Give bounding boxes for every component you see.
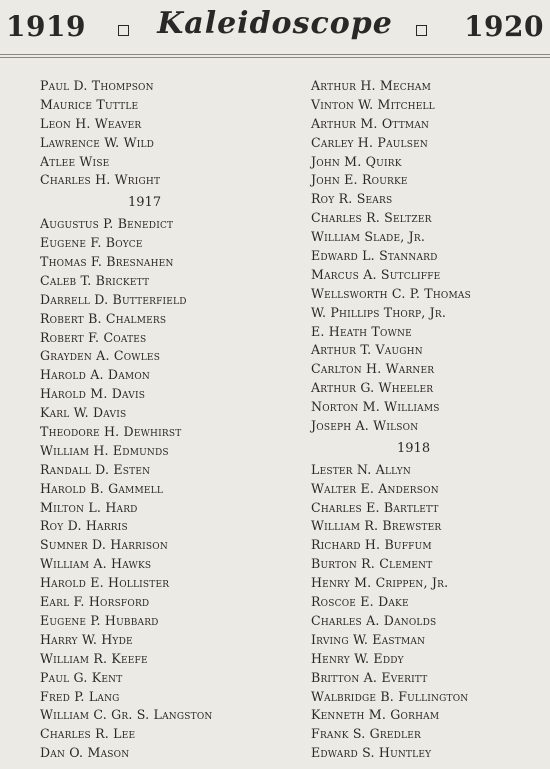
year-right: 1920 bbox=[464, 10, 544, 43]
name-entry: Britton A. Everitt bbox=[311, 669, 428, 685]
square-ornament-icon bbox=[416, 25, 427, 36]
name-entry: Randall D. Esten bbox=[40, 461, 151, 477]
name-entry: William H. Edmunds bbox=[40, 442, 169, 458]
name-entry: Fred P. Lang bbox=[40, 688, 120, 704]
name-entry: Harold M. Davis bbox=[40, 386, 146, 402]
name-entry: Irving W. Eastman bbox=[311, 631, 426, 647]
name-entry: Marcus A. Sutcliffe bbox=[311, 266, 441, 282]
name-entry: Milton L. Hard bbox=[40, 499, 138, 515]
header-rule bbox=[0, 57, 550, 58]
name-entry: Vinton W. Mitchell bbox=[311, 96, 435, 112]
name-entry: Caleb T. Brickett bbox=[40, 272, 150, 288]
name-entry: Carley H. Paulsen bbox=[311, 134, 428, 150]
name-entry: Leon H. Weaver bbox=[40, 115, 142, 131]
header-rule bbox=[0, 54, 550, 55]
name-entry: Arthur T. Vaughn bbox=[311, 342, 423, 358]
name-entry: Henry W. Eddy bbox=[311, 650, 404, 666]
name-entry: Henry M. Crippen, Jr. bbox=[311, 575, 449, 591]
name-entry: Walter E. Anderson bbox=[311, 480, 439, 496]
name-entry: Arthur M. Ottman bbox=[311, 115, 430, 131]
name-entry: Karl W. Davis bbox=[40, 405, 127, 421]
name-entry: E. Heath Towne bbox=[311, 323, 412, 339]
name-entry: Harry W. Hyde bbox=[40, 631, 133, 647]
name-entry: Roy D. Harris bbox=[40, 518, 128, 534]
name-entry: Edward L. Stannard bbox=[311, 248, 438, 264]
name-entry: John M. Quirk bbox=[311, 153, 402, 169]
name-entry: Robert B. Chalmers bbox=[40, 310, 167, 326]
name-entry: Dan O. Mason bbox=[40, 745, 130, 761]
name-entry: Charles E. Bartlett bbox=[311, 499, 439, 515]
name-entry: Charles R. Seltzer bbox=[311, 210, 432, 226]
name-entry: Norton M. Williams bbox=[311, 399, 440, 415]
name-entry: Kenneth M. Gorham bbox=[311, 707, 440, 723]
page-header bbox=[0, 0, 550, 58]
name-entry: Paul D. Thompson bbox=[40, 78, 154, 93]
name-entry: Harold B. Gammell bbox=[40, 480, 164, 496]
name-entry: Carlton H. Warner bbox=[311, 361, 435, 377]
name-entry: Robert F. Coates bbox=[40, 329, 147, 345]
name-entry: William Slade, Jr. bbox=[311, 229, 426, 245]
name-entry: Eugene F. Boyce bbox=[40, 235, 143, 251]
name-entry: Charles A. Danolds bbox=[311, 612, 437, 628]
name-entry: Eugene P. Hubbard bbox=[40, 612, 159, 628]
name-entry: Arthur G. Wheeler bbox=[311, 380, 434, 396]
name-entry: Sumner D. Harrison bbox=[40, 537, 168, 553]
name-entry: Charles R. Lee bbox=[40, 726, 136, 742]
name-entry: Charles H. Wright bbox=[40, 172, 161, 188]
name-entry: Darrell D. Butterfield bbox=[40, 291, 187, 307]
name-entry: Richard H. Buffum bbox=[311, 537, 432, 553]
class-year-heading: 1917 bbox=[128, 195, 162, 211]
left-column bbox=[40, 77, 280, 763]
name-entry: Roy R. Sears bbox=[311, 191, 393, 207]
page-title: Kaleidoscope bbox=[157, 6, 393, 41]
name-entry: Lester N. Allyn bbox=[311, 461, 411, 477]
name-entry: William C. Gr. S. Langston bbox=[40, 707, 213, 723]
name-entry: Joseph A. Wilson bbox=[311, 418, 419, 434]
name-entry: W. Phillips Thorp, Jr. bbox=[311, 304, 447, 320]
name-entry: William R. Keefe bbox=[40, 650, 148, 666]
name-entry: Atlee Wise bbox=[40, 153, 110, 169]
class-year-heading: 1918 bbox=[397, 440, 431, 456]
name-entry: Harold A. Damon bbox=[40, 367, 150, 383]
right-column bbox=[311, 77, 546, 763]
name-entry: Lawrence W. Wild bbox=[40, 134, 155, 150]
name-entry: William R. Brewster bbox=[311, 518, 442, 534]
name-entry: Maurice Tuttle bbox=[40, 96, 139, 112]
name-entry: Thomas F. Bresnahen bbox=[40, 254, 174, 270]
name-entry: Grayden A. Cowles bbox=[40, 348, 161, 364]
name-entry: Paul G. Kent bbox=[40, 669, 123, 685]
name-entry: Earl F. Horsford bbox=[40, 594, 150, 610]
name-entry: Arthur H. Mecham bbox=[311, 78, 432, 93]
name-entry: Burton R. Clement bbox=[311, 556, 433, 572]
year-left: 1919 bbox=[6, 10, 86, 43]
name-entry: William A. Hawks bbox=[40, 556, 152, 572]
name-entry: John E. Rourke bbox=[311, 172, 408, 188]
name-entry: Edward S. Huntley bbox=[311, 745, 432, 761]
name-entry: Walbridge B. Fullington bbox=[311, 688, 469, 704]
name-entry: Theodore H. Dewhirst bbox=[40, 424, 182, 440]
name-entry: Augustus P. Benedict bbox=[40, 216, 174, 232]
name-entry: Frank S. Gredler bbox=[311, 726, 421, 742]
name-entry: Harold E. Hollister bbox=[40, 575, 170, 591]
name-entry: Wellsworth C. P. Thomas bbox=[311, 285, 471, 301]
name-entry: Roscoe E. Dake bbox=[311, 594, 409, 610]
